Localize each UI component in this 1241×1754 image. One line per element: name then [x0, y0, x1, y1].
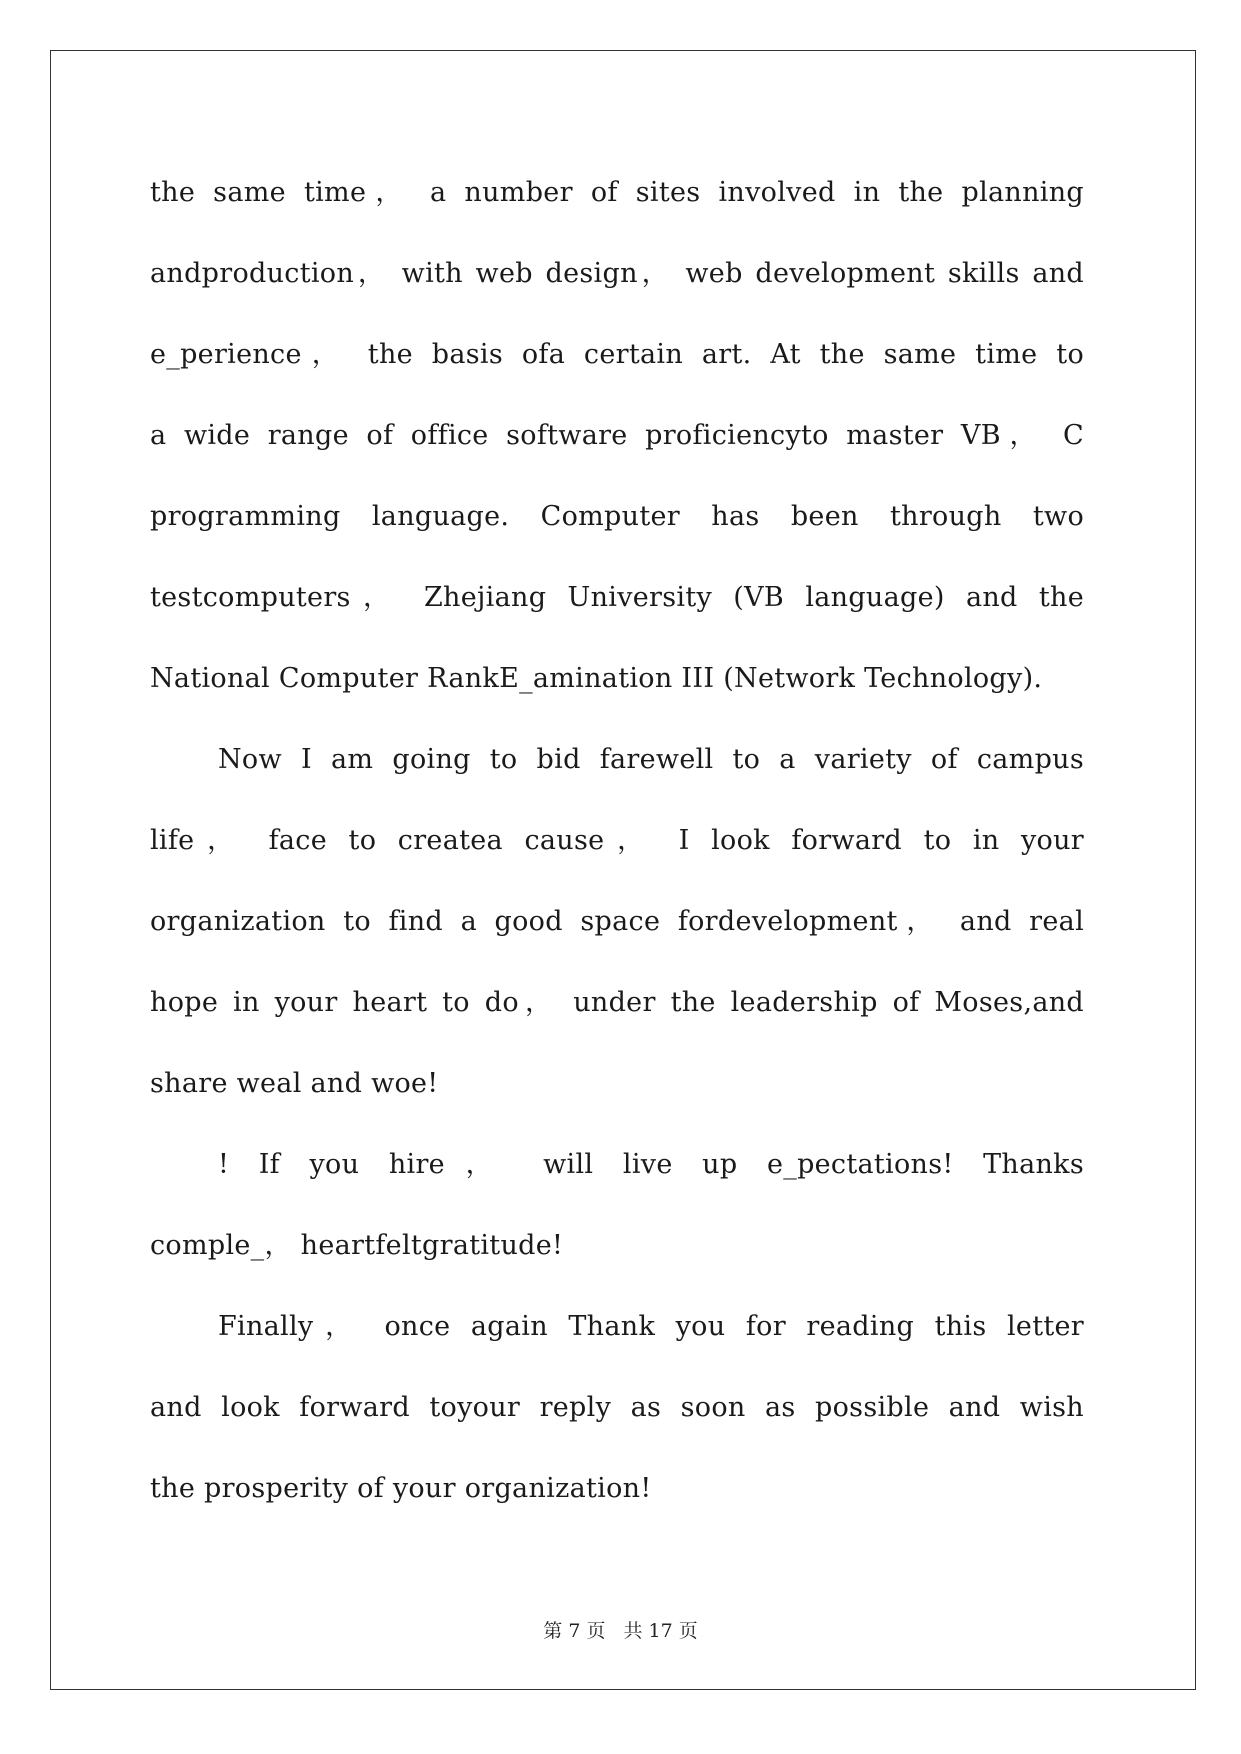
text-line: comple_， heartfeltgratitude!	[150, 1230, 564, 1261]
text-line: the same time， a number of sites involved in the planning	[150, 177, 1084, 208]
page-footer	[0, 1616, 1241, 1643]
paragraph-start-line: Now I am going to bid farewell to a variety of campus	[218, 744, 1084, 775]
text-line: hope in your heart to do， under the leadership of Moses,and	[150, 987, 1084, 1018]
page-number: 第 7 页	[543, 1620, 606, 1642]
text-line: programming language. Computer has been through two	[150, 501, 1084, 532]
page-total: 共 17 页	[623, 1620, 698, 1642]
text-line: the prosperity of your organization!	[150, 1473, 652, 1504]
text-line: life， face to createa cause， I look forward to in your	[150, 825, 1084, 856]
text-line: testcomputers， Zhejiang University (VB language) and the	[150, 582, 1084, 613]
text-line: e_perience， the basis ofa certain art. At the same time to	[150, 339, 1084, 370]
text-line: a wide range of office software proficiencyto master VB， C	[150, 420, 1084, 451]
letter-body	[150, 165, 1084, 1542]
paragraph-start-line: ! If you hire， will live up e_pectations! Thanks	[218, 1149, 1084, 1180]
paragraph-start-line: Finally， once again Thank you for reading this letter	[218, 1311, 1084, 1342]
text-line: National Computer RankE_amination III (Network Technology).	[150, 663, 1043, 694]
text-line: organization to find a good space fordevelopment， and real	[150, 906, 1084, 937]
text-line: share weal and woe!	[150, 1068, 439, 1099]
text-line: andproduction， with web design， web development skills and	[150, 258, 1084, 289]
text-line: and look forward toyour reply as soon as possible and wish	[150, 1392, 1084, 1423]
